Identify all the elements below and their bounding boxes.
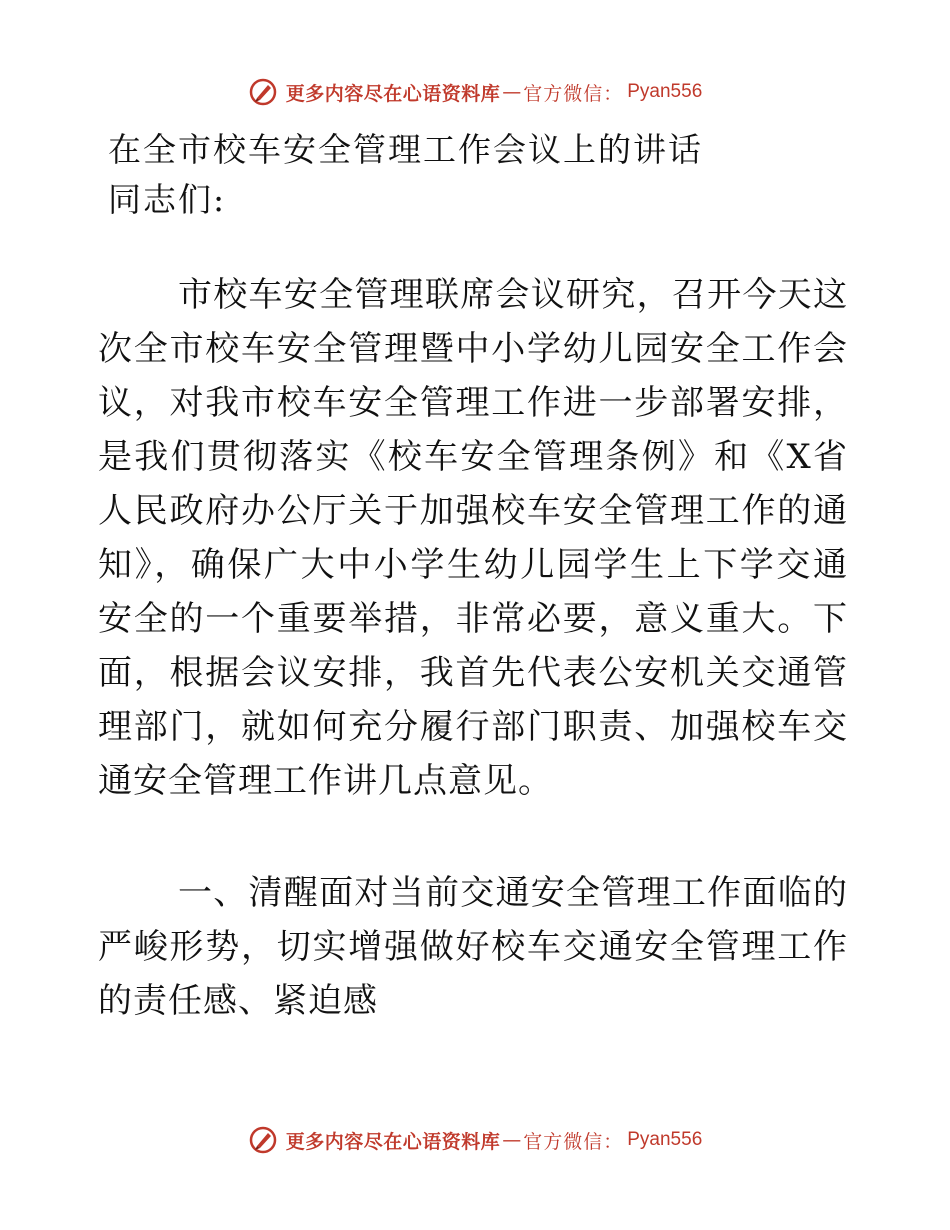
pen-logo-icon — [248, 1125, 278, 1155]
body-paragraph: 市校车安全管理联席会议研究，召开今天这次全市校车安全管理暨中小学幼儿园安全工作会议，对我市校车安全管理工作进一步部署安排，是我们贯彻落实《校车安全管理条例》和《X省人民政府办公厅关于加强校车安全管理工作的通知》，确保广大中小学生幼儿园学生上下学交通安全的一个重要举措，非常必要，意义重大。下面，根据会议安排，我首先代表公安机关交通管理部门，就如何充分履行部门职责、加强校车交通安全管理工作讲几点意见。 — [98, 275, 848, 801]
footer-watermark-banner — [0, 1120, 950, 1160]
banner-wechat-id: Pyan556 — [627, 81, 703, 102]
banner-wechat-label: 官方微信： — [523, 82, 624, 105]
document-title: 在全市校车安全管理工作会议上的讲话 — [108, 130, 703, 169]
banner-dash: — — [502, 1129, 522, 1151]
banner-dash: — — [502, 81, 522, 103]
banner-wechat-label: 官方微信： — [523, 1130, 624, 1153]
banner-wechat-id: Pyan556 — [627, 1129, 703, 1150]
pen-logo-icon — [248, 77, 278, 107]
banner-library-text: 更多内容尽在心语资料库 — [285, 1130, 501, 1153]
banner-library-text: 更多内容尽在心语资料库 — [285, 82, 501, 105]
salutation: 同志们: — [108, 180, 227, 219]
header-watermark-banner — [0, 72, 950, 112]
section-heading-paragraph: 一、清醒面对当前交通安全管理工作面临的严峻形势，切实增强做好校车交通安全管理工作的责任感、紧迫感 — [98, 873, 848, 1021]
